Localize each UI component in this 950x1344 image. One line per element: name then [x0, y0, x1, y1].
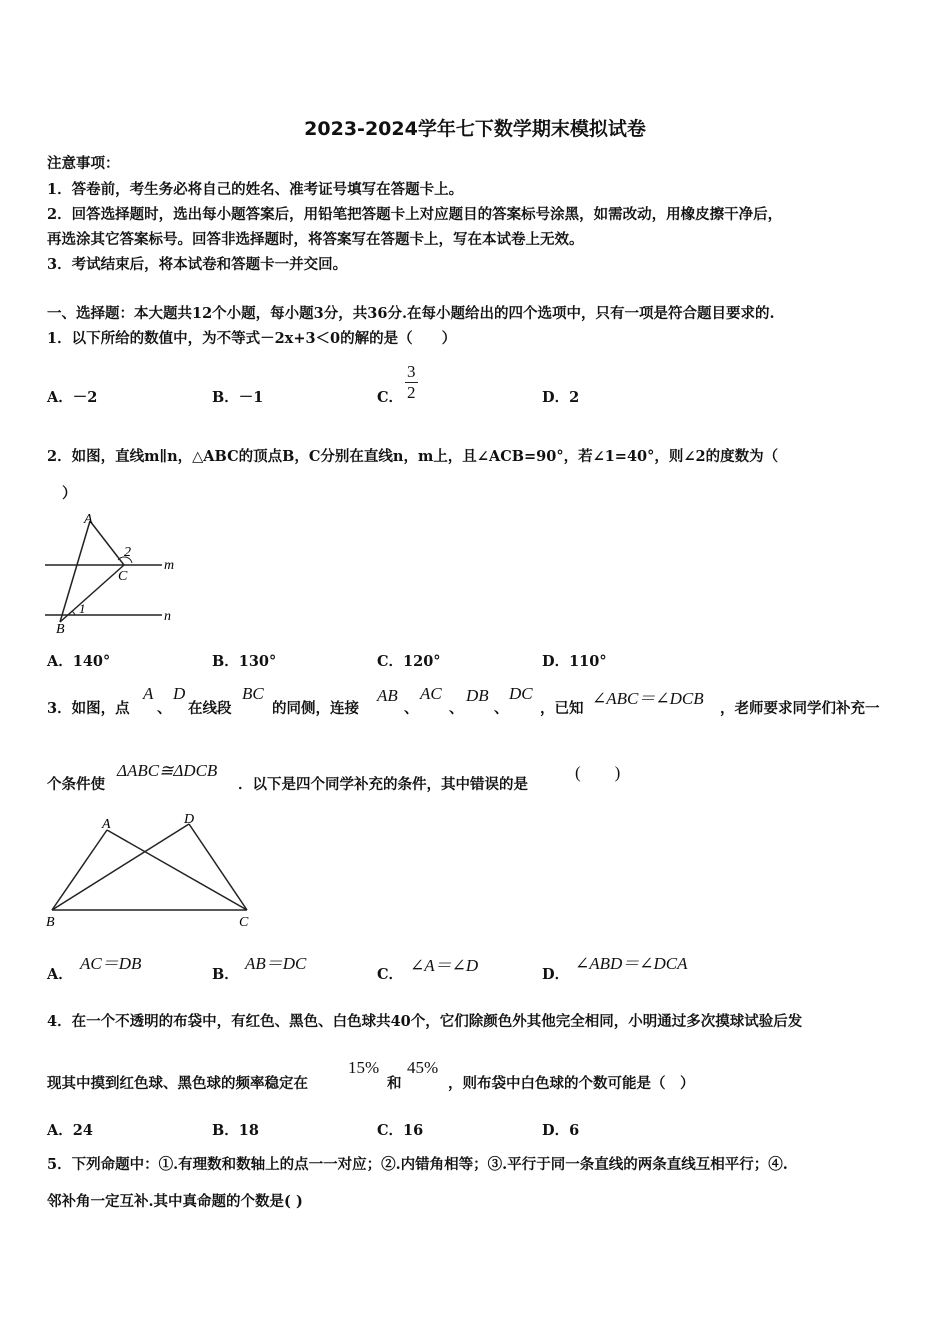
q4-option-b: B．18 [212, 1122, 259, 1139]
label-n: n [164, 609, 171, 624]
q3-text: ．以下是四个同学补充的条件，其中错误的是 [238, 776, 528, 793]
q4-option-d: D．6 [542, 1122, 580, 1139]
q3-text: 、 [449, 700, 464, 717]
q3-segment-db: DB [466, 686, 489, 705]
q4-percent-red: 15% [348, 1058, 380, 1077]
q3-segment-ab: AB [377, 686, 398, 705]
q3-point-a: A [143, 684, 154, 703]
q3-text: ，已知 [540, 700, 584, 717]
label-m: m [164, 558, 175, 573]
q1-option-d: D．2 [542, 389, 580, 406]
q2-option-c: C．120° [377, 653, 441, 670]
question-2-stem: 2．如图，直线m∥n，△ABC的顶点B，C分别在直线n，m上，且∠ACB=90°，若∠1=40°，则∠2的度数为（ [47, 448, 779, 465]
q2-figure [42, 505, 182, 640]
q3-point-d: D [173, 684, 186, 703]
q3-segment-ac: AC [420, 684, 442, 703]
q3-segment-bc: BC [242, 684, 264, 703]
section-heading: 一、选择题：本大题共12个小题，每小题3分，共36分.在每小题给出的四个选项中，只有一项是符合题目要求的. [47, 305, 775, 322]
q3-option-c-math: ∠A＝∠D [410, 956, 479, 975]
q3-text: ，老师要求同学们补充一 [720, 700, 880, 717]
question-4-stem: 4．在一个不透明的布袋中，有红色、黑色、白色球共40个，它们除颜色外其他完全相同，小明通过多次摸球试验后发 [47, 1013, 803, 1030]
question-1-stem: 1．以下所给的数值中，为不等式－2x+3＜0的解的是（ ） [47, 330, 457, 347]
q3-text: 个条件使 [47, 776, 105, 793]
notice-item: 再选涂其它答案标号。回答非选择题时，将答案写在答题卡上，写在本试卷上无效。 [47, 231, 584, 248]
label-b: B [46, 915, 55, 930]
q3-answer-paren: ( ) [575, 763, 621, 782]
q1-option-c-fraction [405, 362, 418, 403]
label-a: A [102, 817, 111, 832]
q3-text: 的同侧，连接 [272, 700, 359, 717]
q4-option-a: A．24 [47, 1122, 93, 1139]
page-title: 2023-2024学年七下数学期末模拟试卷 [304, 118, 646, 140]
q1-option-c: C． [377, 389, 404, 406]
segment-bc [60, 565, 124, 622]
q3-option-a: A． [47, 966, 73, 983]
q3-given-condition: ∠ABC＝∠DCB [592, 689, 704, 708]
fraction-numerator: 3 [407, 362, 416, 381]
fraction-denominator: 2 [407, 383, 416, 402]
q4-text: 现其中摸到红色球、黑色球的频率稳定在 [47, 1075, 308, 1092]
q3-figure [42, 810, 257, 935]
q3-text: 在线段 [188, 700, 232, 717]
q3-option-b: B． [212, 966, 239, 983]
q3-option-b-math: AB＝DC [245, 954, 307, 973]
notice-heading: 注意事项： [47, 155, 120, 172]
q3-text: 、 [404, 700, 419, 717]
label-1: 1 [79, 601, 86, 616]
question-5-stem: 5．下列命题中：①.有理数和数轴上的点一一对应；②.内错角相等；③.平行于同一条直线的两条直线互相平行；④. [47, 1156, 788, 1173]
q2-option-d: D．110° [542, 653, 607, 670]
q2-option-a: A．140° [47, 653, 111, 670]
label-a: A [84, 512, 93, 527]
q3-option-d: D． [542, 966, 570, 983]
label-d: D [184, 812, 195, 827]
notice-item: 2．回答选择题时，选出每小题答案后，用铅笔把答题卡上对应题目的答案标号涂黑，如需改动，用橡皮擦干净后， [47, 206, 783, 223]
label-b: B [56, 622, 65, 637]
segment-dc [189, 824, 247, 910]
notice-item: 1．答卷前，考生务必将自己的姓名、准考证号填写在答题卡上。 [47, 181, 464, 198]
segment-ac [107, 830, 247, 910]
q1-option-a: A．－2 [47, 389, 98, 406]
q3-option-c: C． [377, 966, 404, 983]
label-c: C [239, 915, 249, 930]
q1-option-b: B．－1 [212, 389, 264, 406]
q2-option-b: B．130° [212, 653, 277, 670]
label-2: 2 [124, 545, 131, 560]
segment-ab [60, 521, 90, 622]
q3-text: 3．如图，点 [47, 700, 130, 717]
notice-item: 3．考试结束后，将本试卷和答题卡一并交回。 [47, 256, 348, 273]
q4-option-c: C．16 [377, 1122, 424, 1139]
q3-option-a-math: AC＝DB [80, 954, 142, 973]
segment-ab [52, 830, 107, 910]
q4-percent-black: 45% [407, 1058, 439, 1077]
q4-text: 和 [387, 1075, 402, 1092]
question-2-stem-end: ） [62, 485, 77, 502]
question-5-stem-cont: 邻补角一定互补.其中真命题的个数是( ) [47, 1193, 303, 1210]
q3-option-d-math: ∠ABD＝∠DCA [575, 954, 688, 973]
q4-text: ，则布袋中白色球的个数可能是（ ） [448, 1075, 695, 1092]
q3-segment-dc: DC [509, 684, 533, 703]
q3-congruence: ΔABC≅ΔDCB [117, 761, 218, 780]
q3-text: 、 [494, 700, 509, 717]
q3-text: 、 [157, 700, 172, 717]
label-c: C [118, 569, 128, 584]
